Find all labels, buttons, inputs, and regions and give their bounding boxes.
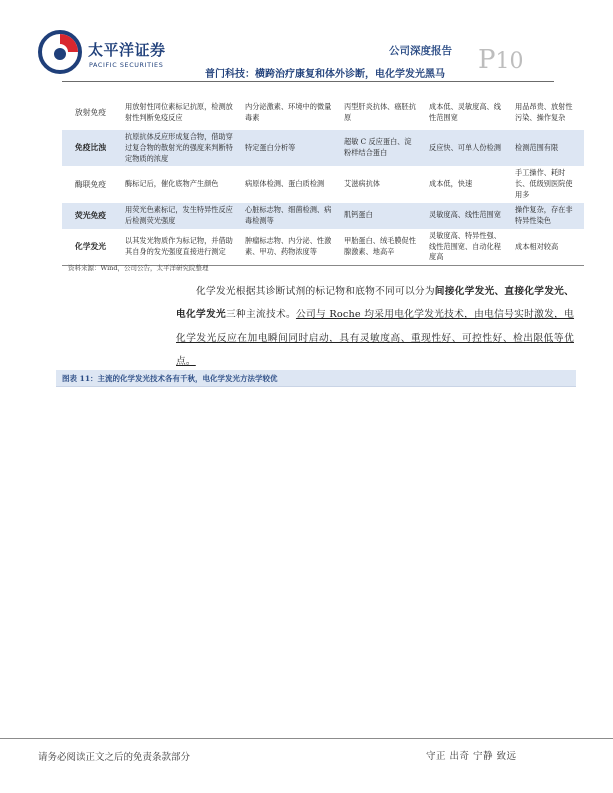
- method-pros: 成本低、灵敏度高、线性范围宽: [429, 101, 501, 122]
- method-use: 肿瘤标志物、内分泌、性激素、甲功、药物浓度等: [239, 229, 338, 266]
- figure-caption-bar: [56, 370, 576, 386]
- table-row: [62, 130, 584, 166]
- method-pros: 成本低，快速: [429, 179, 473, 189]
- method-cons: 成本相对较高: [509, 229, 584, 266]
- brand-name-cn: 太平洋证券: [88, 41, 166, 59]
- method-principle: 以其发光物质作为标记物，并借助其自身的发光强度直接进行测定: [119, 229, 239, 266]
- method-principle: 用放射性同位素标记抗原，检测放射性判断免疫反应: [125, 101, 233, 122]
- method-examples: 肌钙蛋白: [338, 203, 423, 229]
- report-type: 公司深度报告: [389, 45, 452, 57]
- footer-motto: 守正 出奇 宁静 致远: [426, 751, 517, 762]
- method-use: 内分泌激素、环境中的微量毒素: [245, 101, 332, 122]
- page-number-value: 10: [495, 49, 524, 74]
- comparison-table: [62, 95, 584, 266]
- table-row: [62, 95, 584, 130]
- method-name: 免疫比浊: [62, 130, 119, 166]
- method-cons: 检测范围有限: [509, 130, 584, 166]
- method-pros: 灵敏度高、特异性强、线性范围宽、自动化程度高: [423, 229, 509, 266]
- method-use: 病原体检测、蛋白质检测: [245, 179, 325, 189]
- method-examples: 艾滋病抗体: [344, 179, 380, 189]
- page-letter: P: [478, 45, 496, 75]
- method-principle: 抗原抗体反应形成复合物，借助穿过复合物的散射光的强度来判断特定物质的浓度: [119, 130, 239, 166]
- brand-name-en: PACIFIC SECURITIES: [89, 61, 164, 69]
- method-pros: 灵敏度高、线性范围宽: [423, 203, 509, 229]
- paragraph-bold-text: 间接化学发光、直接化学发光、电化学发光: [176, 286, 574, 321]
- method-pros: 反应快、可单人份检测: [423, 130, 509, 166]
- paragraph-text: 化学发光根据其诊断试剂的标记物和底物不同可以分为: [196, 286, 435, 297]
- report-title: 普门科技：横跨治疗康复和体外诊断，电化学发光黑马: [205, 69, 445, 80]
- page-number: [478, 45, 524, 75]
- method-principle: 用荧光色素标记，发生特异性反应后检测荧光强度: [119, 203, 239, 229]
- method-name: 荧光免疫: [62, 203, 119, 229]
- method-name: 化学发光: [62, 229, 119, 266]
- header-divider: [62, 81, 554, 82]
- method-examples: 丙型肝炎抗体、癌胚抗原: [344, 101, 416, 122]
- figure-divider: [56, 386, 576, 387]
- footer-divider: [0, 738, 613, 739]
- method-cons: 操作复杂，存在非特异性染色: [509, 203, 584, 229]
- method-name: 酶联免疫: [74, 179, 107, 189]
- method-examples: 甲胎蛋白、绒毛膜促性腺激素、地高辛: [338, 229, 423, 266]
- method-use: 特定蛋白分析等: [239, 130, 338, 166]
- method-cons: 用品昂贵、放射性污染、操作复杂: [515, 101, 573, 122]
- method-use: 心脏标志物、细菌检测、病毒检测等: [239, 203, 338, 229]
- company-logo: [38, 30, 178, 80]
- paragraph-underlined-text: 公司与 Roche 均采用电化学发光技术，由电信号实时激发，电化学发光反应在加电瞬间同时启动，具有灵敏度高、重现性好、可控性好、检出限低等优点。: [176, 309, 575, 367]
- method-cons: 手工操作、耗时长、低级别医院使用多: [515, 168, 573, 199]
- paragraph-text: 三种主流技术。: [225, 309, 296, 321]
- table-row: [62, 166, 584, 202]
- table-row: [62, 203, 584, 229]
- pacific-securities-logo-icon: [38, 30, 82, 74]
- body-paragraph: [176, 280, 574, 373]
- table-source-note: 资料来源：Wind，公司公告，太平洋研究院整理: [68, 264, 209, 272]
- method-principle: 酶标记后，催化底物产生颜色: [125, 179, 219, 189]
- method-examples: 超敏 C 反应蛋白、淀粉样结合蛋白: [338, 130, 423, 166]
- table-row: [62, 229, 584, 266]
- figure-caption: 图表 11：主流的化学发光技术各有千秋，电化学发光方法学较优: [62, 374, 278, 383]
- footer-disclaimer: 请务必阅读正文之后的免责条款部分: [38, 752, 191, 763]
- method-name: 放射免疫: [74, 107, 107, 117]
